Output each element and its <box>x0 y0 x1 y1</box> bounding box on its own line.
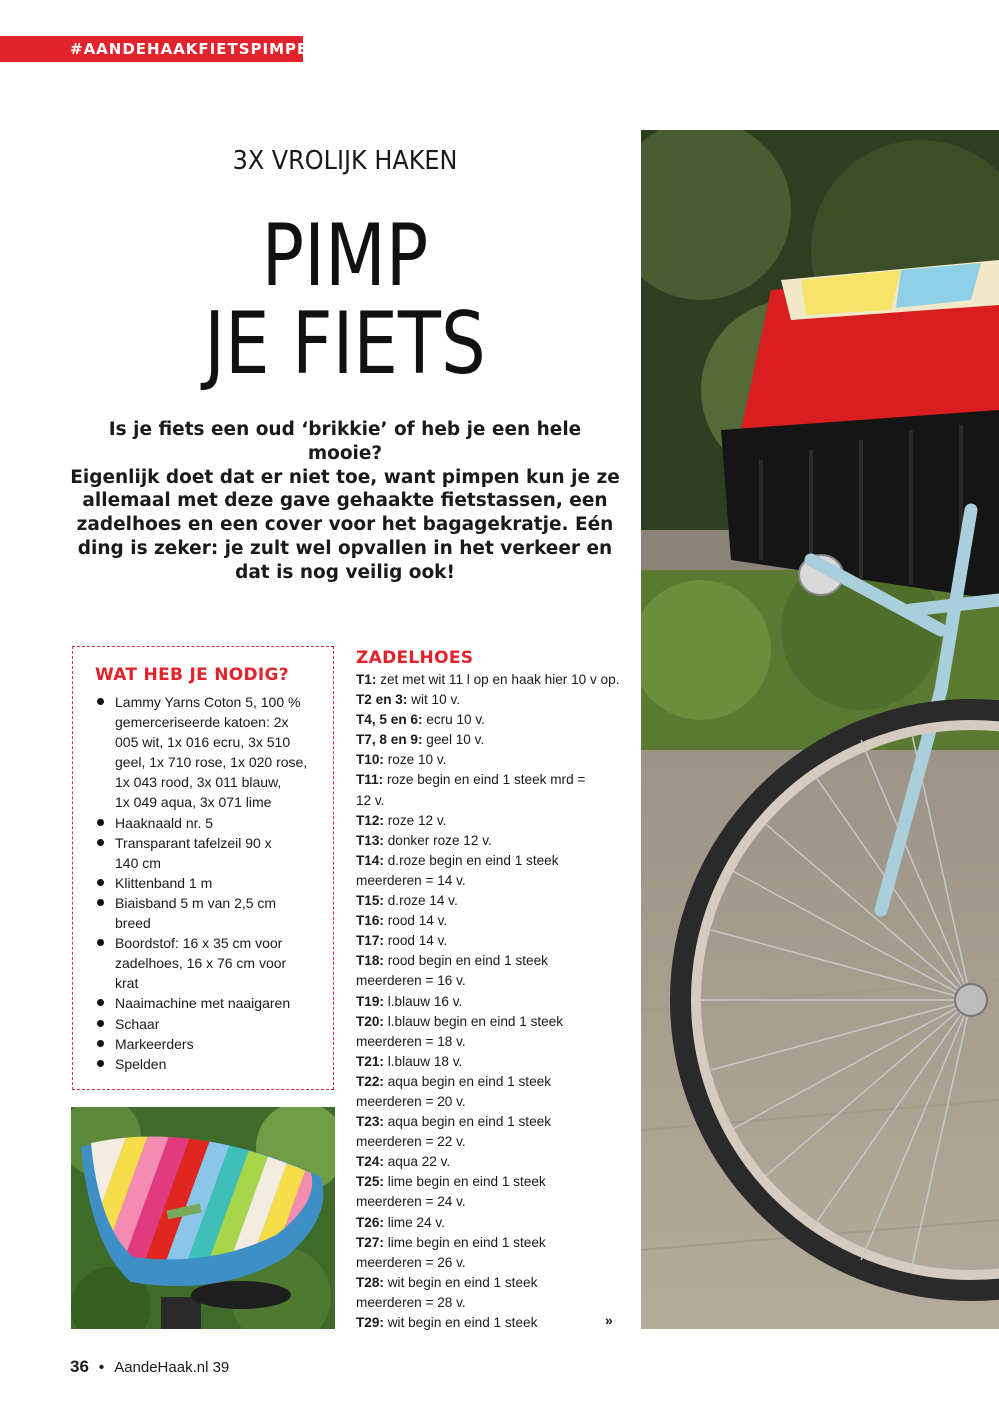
row-label: T14: <box>356 852 384 868</box>
materials-item-line: Transparant tafelzeil 90 x <box>115 834 272 851</box>
materials-item-line: Klittenband 1 m <box>115 874 213 891</box>
materials-item-line: Biaisband 5 m van 2,5 cm <box>115 894 277 911</box>
intro-line: dat is nog veilig ook! <box>235 561 455 583</box>
row-label: T10: <box>356 752 384 768</box>
materials-item-line: krat <box>115 975 139 992</box>
pattern-row <box>356 1273 624 1293</box>
pattern-row <box>356 931 624 951</box>
row-text: aqua 22 v. <box>383 1154 451 1170</box>
row-label: T19: <box>356 993 384 1009</box>
page-footer <box>70 1357 229 1377</box>
row-text: donker roze 12 v. <box>383 832 492 848</box>
saddle-cover-photo <box>71 1107 335 1329</box>
row-text: roze 10 v. <box>383 752 447 768</box>
pattern-row <box>356 951 624 971</box>
row-label: T22: <box>356 1073 384 1089</box>
row-label: T29: <box>356 1315 384 1330</box>
materials-item <box>95 813 331 833</box>
intro-line: allemaal met deze gave gehaakte fietstassen, een <box>82 490 608 512</box>
bullet-icon <box>97 879 104 886</box>
page-number: 36 <box>70 1357 89 1376</box>
pattern-row <box>356 1092 624 1112</box>
materials-item-line: zadelhoes, 16 x 76 cm voor <box>115 955 287 972</box>
pattern-row <box>356 1172 624 1192</box>
materials-item <box>95 993 331 1013</box>
pattern-row <box>356 1012 624 1032</box>
row-label: T4, 5 en 6: <box>356 712 423 728</box>
magazine-name: AandeHaak.nl 39 <box>114 1359 230 1376</box>
materials-box <box>72 646 334 1090</box>
row-text: meerderen = 18 v. <box>356 1033 466 1049</box>
row-text: lime begin en eind 1 steek <box>383 1174 546 1190</box>
intro-line: zadelhoes en een cover voor het bagagekratje. Eén <box>76 514 614 536</box>
row-label: T2 en 3: <box>356 692 408 708</box>
pattern-row <box>356 770 624 790</box>
row-text: wit begin en eind 1 steek <box>383 1274 538 1290</box>
pattern-row <box>356 750 624 770</box>
row-label: T11: <box>356 772 384 788</box>
continue-mark: » <box>605 1312 613 1328</box>
row-text: lime 24 v. <box>383 1214 445 1230</box>
row-label: T13: <box>356 832 384 848</box>
materials-item-line: 005 wit, 1x 016 ecru, 3x 510 <box>115 734 291 751</box>
intro-line: Is je fiets een oud ‘brikkie’ of heb je een hele mooie? <box>108 419 582 464</box>
row-label: T24: <box>356 1154 384 1170</box>
materials-item <box>95 833 331 873</box>
row-text: meerderen = 16 v. <box>356 973 466 989</box>
materials-item-line: Markeerders <box>115 1035 194 1052</box>
pattern-row <box>356 891 624 911</box>
row-text: ecru 10 v. <box>422 712 485 728</box>
materials-item-line: geel, 1x 710 rose, 1x 020 rose, <box>115 754 308 771</box>
pattern-row <box>356 911 624 931</box>
section-tag <box>0 36 322 62</box>
row-text: roze begin en eind 1 steek mrd = <box>383 772 586 788</box>
bullet-icon <box>97 939 104 946</box>
pattern-row <box>356 992 624 1012</box>
row-label: T18: <box>356 953 384 969</box>
pattern-row <box>356 1072 624 1092</box>
row-text: rood begin en eind 1 steek <box>383 953 548 969</box>
pattern-row <box>356 1112 624 1132</box>
materials-item-line: 1x 043 rood, 3x 011 blauw, <box>115 774 282 791</box>
materials-item-line: Haaknaald nr. 5 <box>115 814 214 831</box>
row-text: aqua begin en eind 1 steek <box>383 1114 551 1130</box>
pattern-row <box>356 851 624 871</box>
bullet-icon <box>97 698 104 705</box>
materials-item <box>95 873 331 893</box>
materials-item-line: Lammy Yarns Coton 5, 100 % <box>115 694 301 710</box>
pattern-row <box>356 730 624 750</box>
materials-item-line: Spelden <box>115 1055 167 1072</box>
bullet-icon <box>97 819 104 826</box>
bike-photo <box>641 130 999 1329</box>
row-label: T26: <box>356 1214 384 1230</box>
row-text: d.roze begin en eind 1 steek <box>383 852 559 868</box>
row-label: T15: <box>356 893 384 909</box>
intro-line: ding is zeker: je zult wel opvallen in het verkeer en <box>77 537 613 559</box>
materials-item <box>95 933 331 993</box>
row-label: T16: <box>356 913 384 929</box>
pattern-instructions <box>356 670 624 1333</box>
materials-item <box>95 1034 331 1054</box>
row-text: meerderen = 28 v. <box>356 1294 466 1310</box>
row-text: meerderen = 14 v. <box>356 872 466 888</box>
materials-item-line: Naaimachine met naaigaren <box>115 995 291 1012</box>
row-label: T1: <box>356 672 377 687</box>
bullet-icon <box>97 1060 104 1067</box>
row-label: T28: <box>356 1274 384 1290</box>
pattern-row <box>356 1253 624 1273</box>
bullet-icon <box>97 899 104 906</box>
row-label: T12: <box>356 812 384 828</box>
pattern-row <box>356 831 624 851</box>
bullet-icon <box>97 1020 104 1027</box>
materials-item-line: 140 cm <box>115 854 161 871</box>
pattern-title: ZADELHOES <box>356 648 474 668</box>
pattern-row <box>356 791 624 811</box>
row-text: meerderen = 24 v. <box>356 1194 466 1210</box>
bullet-icon <box>97 999 104 1006</box>
materials-list <box>95 692 331 1074</box>
row-text: rood 14 v. <box>383 913 448 929</box>
article-headline <box>62 206 628 394</box>
footer-separator: • <box>98 1359 105 1376</box>
row-label: T17: <box>356 933 384 949</box>
materials-item <box>95 893 331 933</box>
pattern-row <box>356 1293 624 1313</box>
pattern-row <box>356 1313 624 1333</box>
row-label: T21: <box>356 1053 384 1069</box>
materials-item <box>95 692 331 813</box>
row-label: T20: <box>356 1013 384 1029</box>
pattern-row <box>356 971 624 991</box>
article-kicker: 3X VROLIJK HAKEN <box>232 146 458 176</box>
materials-item <box>95 1054 331 1074</box>
materials-item-line: Boordstof: 16 x 35 cm voor <box>115 935 283 952</box>
row-text: roze 12 v. <box>383 812 447 828</box>
row-text: wit begin en eind 1 steek <box>383 1315 538 1330</box>
headline-line-1: PIMP <box>261 206 429 306</box>
pattern-row <box>356 1052 624 1072</box>
row-text: geel 10 v. <box>422 732 485 748</box>
pattern-row <box>356 1032 624 1052</box>
materials-item-line: breed <box>115 915 151 932</box>
row-text: wit 10 v. <box>407 692 461 708</box>
saddle-cover-image <box>71 1107 335 1329</box>
intro-line: Eigenlijk doet dat er niet toe, want pimpen kun je ze <box>70 466 620 488</box>
row-text: 12 v. <box>356 792 385 808</box>
pattern-row <box>356 1233 624 1253</box>
materials-item <box>95 1014 331 1034</box>
pattern-row <box>356 871 624 891</box>
pattern-row <box>356 690 624 710</box>
pattern-row <box>356 811 624 831</box>
row-text: rood 14 v. <box>383 933 448 949</box>
pattern-row <box>356 1213 624 1233</box>
row-label: T25: <box>356 1174 384 1190</box>
row-label: T7, 8 en 9: <box>356 732 423 748</box>
pattern-row <box>356 1132 624 1152</box>
row-text: meerderen = 26 v. <box>356 1254 466 1270</box>
pattern-row <box>356 710 624 730</box>
row-label: T23: <box>356 1114 384 1130</box>
section-tag-text: #AANDEHAAKFIETSPIMPEN <box>70 40 322 58</box>
row-text: l.blauw 16 v. <box>383 993 463 1009</box>
pattern-row <box>356 1152 624 1172</box>
row-text: meerderen = 22 v. <box>356 1134 466 1150</box>
materials-title: WAT HEB JE NODIG? <box>95 665 289 685</box>
bullet-icon <box>97 1040 104 1047</box>
row-text: l.blauw 18 v. <box>383 1053 463 1069</box>
bullet-icon <box>97 839 104 846</box>
pattern-row <box>356 1192 624 1212</box>
pattern-row <box>356 670 624 690</box>
bike-image <box>641 130 999 1329</box>
headline-line-2: JE FIETS <box>204 294 486 394</box>
materials-item-line: 1x 049 aqua, 3x 071 lime <box>115 794 272 811</box>
row-text: meerderen = 20 v. <box>356 1093 466 1109</box>
row-text: lime begin en eind 1 steek <box>383 1234 546 1250</box>
row-text: aqua begin en eind 1 steek <box>383 1073 551 1089</box>
materials-item-line: Schaar <box>115 1015 160 1032</box>
article-intro <box>70 418 620 585</box>
row-text: d.roze 14 v. <box>383 893 458 909</box>
materials-item-line: gemerceriseerde katoen: 2x <box>115 714 289 731</box>
row-label: T27: <box>356 1234 384 1250</box>
row-text: l.blauw begin en eind 1 steek <box>383 1013 564 1029</box>
row-text: zet met wit 11 l op en haak hier 10 v op. <box>376 672 620 687</box>
